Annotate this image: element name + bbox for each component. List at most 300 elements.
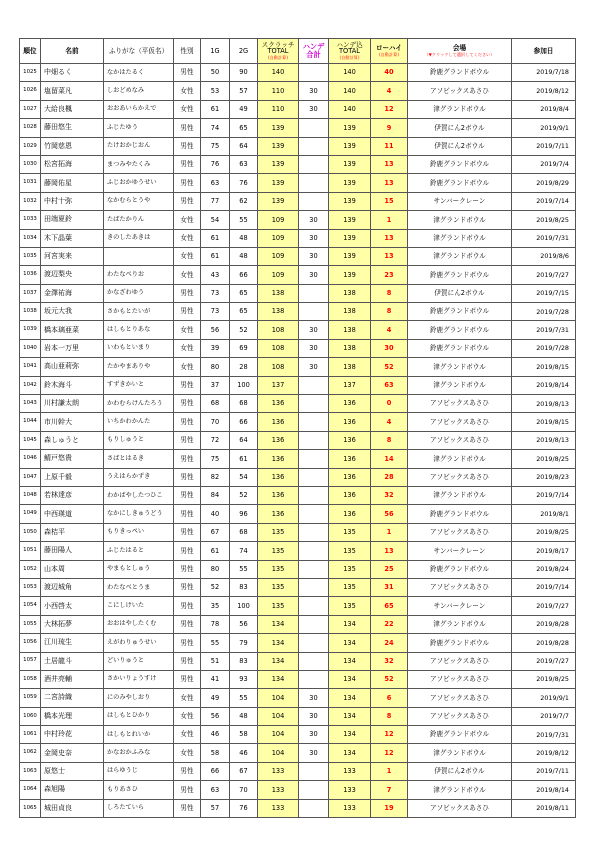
cell-date: 2019/8/23 xyxy=(512,468,576,486)
cell-kana: こにしけいた xyxy=(104,597,174,615)
cell-kana: ふじたはると xyxy=(104,542,174,560)
cell-kana: たかやまありや xyxy=(104,358,174,376)
table-row xyxy=(20,82,576,100)
cell-lowhigh: 63 xyxy=(371,376,408,394)
cell-name: 中畑るく xyxy=(41,64,104,82)
cell-total: 136 xyxy=(329,468,371,486)
cell-scratch: 104 xyxy=(258,707,299,725)
cell-name: 金澤祐海 xyxy=(41,284,104,302)
col-g2: 2G xyxy=(230,39,258,64)
ranking-table xyxy=(19,38,576,818)
cell-venue: 津グランドボウル xyxy=(408,615,512,633)
cell-handicap xyxy=(299,137,329,155)
cell-total: 140 xyxy=(329,100,371,118)
cell-total: 135 xyxy=(329,542,371,560)
table-row xyxy=(20,505,576,523)
col-rank: 順位 xyxy=(20,39,41,64)
cell-g1: 46 xyxy=(201,726,230,744)
cell-gender: 男性 xyxy=(174,762,201,780)
cell-handicap xyxy=(299,781,329,799)
cell-name: 山本周 xyxy=(41,560,104,578)
cell-g1: 37 xyxy=(201,376,230,394)
cell-scratch: 133 xyxy=(258,762,299,780)
cell-handicap: 30 xyxy=(299,229,329,247)
cell-venue: アソビックスあさひ xyxy=(408,578,512,596)
cell-kana: なかむらとうや xyxy=(104,192,174,210)
cell-lowhigh: 65 xyxy=(371,597,408,615)
cell-handicap: 30 xyxy=(299,726,329,744)
table-row xyxy=(20,395,576,413)
cell-lowhigh: 1 xyxy=(371,211,408,229)
cell-rank: 1045 xyxy=(20,431,41,449)
cell-gender: 男性 xyxy=(174,174,201,192)
cell-date: 2019/8/28 xyxy=(512,615,576,633)
cell-lowhigh: 0 xyxy=(371,395,408,413)
cell-kana: かなざわゆう xyxy=(104,284,174,302)
cell-rank: 1061 xyxy=(20,726,41,744)
table-row xyxy=(20,64,576,82)
cell-lowhigh: 25 xyxy=(371,560,408,578)
cell-rank: 1031 xyxy=(20,174,41,192)
cell-handicap xyxy=(299,560,329,578)
cell-g2: 90 xyxy=(230,64,258,82)
cell-g2: 63 xyxy=(230,155,258,173)
cell-scratch: 136 xyxy=(258,468,299,486)
col-scratch xyxy=(258,39,299,64)
cell-scratch: 136 xyxy=(258,431,299,449)
cell-kana: もりきっぺい xyxy=(104,523,174,541)
cell-g1: 74 xyxy=(201,119,230,137)
cell-scratch: 109 xyxy=(258,247,299,265)
cell-scratch: 140 xyxy=(258,64,299,82)
cell-lowhigh: 52 xyxy=(371,670,408,688)
cell-lowhigh: 4 xyxy=(371,82,408,100)
cell-g1: 78 xyxy=(201,615,230,633)
cell-date: 2019/8/29 xyxy=(512,174,576,192)
cell-kana: わかばやしたつひこ xyxy=(104,486,174,504)
table-row xyxy=(20,726,576,744)
cell-gender: 女性 xyxy=(174,689,201,707)
cell-lowhigh: 28 xyxy=(371,468,408,486)
cell-venue: 鈴鹿グランドボウル xyxy=(408,634,512,652)
cell-rank: 1044 xyxy=(20,413,41,431)
cell-g2: 68 xyxy=(230,395,258,413)
cell-name: 酒井亮輔 xyxy=(41,670,104,688)
cell-date: 2019/8/15 xyxy=(512,413,576,431)
cell-handicap xyxy=(299,450,329,468)
cell-handicap xyxy=(299,468,329,486)
cell-total: 138 xyxy=(329,303,371,321)
cell-g2: 48 xyxy=(230,229,258,247)
cell-g1: 76 xyxy=(201,155,230,173)
cell-kana: どいりゅうと xyxy=(104,652,174,670)
cell-venue: アソビックスあさひ xyxy=(408,689,512,707)
cell-total: 135 xyxy=(329,578,371,596)
cell-lowhigh: 4 xyxy=(371,321,408,339)
cell-scratch: 104 xyxy=(258,689,299,707)
cell-gender: 女性 xyxy=(174,100,201,118)
cell-total: 136 xyxy=(329,395,371,413)
cell-date: 2019/7/31 xyxy=(512,321,576,339)
cell-date: 2019/7/27 xyxy=(512,266,576,284)
table-row xyxy=(20,284,576,302)
cell-total: 138 xyxy=(329,339,371,357)
cell-handicap: 30 xyxy=(299,744,329,762)
cell-date: 2019/8/14 xyxy=(512,781,576,799)
table-row xyxy=(20,781,576,799)
cell-total: 140 xyxy=(329,64,371,82)
cell-gender: 女性 xyxy=(174,358,201,376)
cell-rank: 1053 xyxy=(20,578,41,596)
cell-g2: 48 xyxy=(230,707,258,725)
cell-date: 2019/7/4 xyxy=(512,155,576,173)
cell-name: 江川琉生 xyxy=(41,634,104,652)
cell-total: 138 xyxy=(329,284,371,302)
cell-scratch: 110 xyxy=(258,82,299,100)
table-row xyxy=(20,321,576,339)
cell-handicap xyxy=(299,634,329,652)
cell-lowhigh: 13 xyxy=(371,155,408,173)
cell-venue: 津グランドボウル xyxy=(408,781,512,799)
cell-gender: 男性 xyxy=(174,634,201,652)
cell-total: 139 xyxy=(329,155,371,173)
cell-g1: 77 xyxy=(201,192,230,210)
cell-date: 2019/8/25 xyxy=(512,523,576,541)
cell-gender: 男性 xyxy=(174,486,201,504)
cell-total: 138 xyxy=(329,358,371,376)
cell-lowhigh: 12 xyxy=(371,726,408,744)
cell-name: 大林拓夢 xyxy=(41,615,104,633)
cell-lowhigh: 40 xyxy=(371,64,408,82)
cell-date: 2019/8/12 xyxy=(512,744,576,762)
cell-g2: 65 xyxy=(230,119,258,137)
cell-total: 137 xyxy=(329,376,371,394)
cell-lowhigh: 8 xyxy=(371,707,408,725)
cell-kana: はしもとりあな xyxy=(104,321,174,339)
col-lowhigh xyxy=(371,39,408,64)
cell-g1: 55 xyxy=(201,634,230,652)
cell-rank: 1038 xyxy=(20,303,41,321)
cell-gender: 男性 xyxy=(174,578,201,596)
cell-venue: 鈴鹿グランドボウル xyxy=(408,726,512,744)
cell-rank: 1050 xyxy=(20,523,41,541)
cell-g1: 80 xyxy=(201,358,230,376)
cell-gender: 男性 xyxy=(174,505,201,523)
cell-date: 2019/7/14 xyxy=(512,192,576,210)
cell-handicap xyxy=(299,431,329,449)
cell-rank: 1059 xyxy=(20,689,41,707)
hdcp-total-label: TOTAL xyxy=(339,47,360,56)
cell-total: 134 xyxy=(329,615,371,633)
cell-total: 136 xyxy=(329,450,371,468)
cell-g2: 76 xyxy=(230,174,258,192)
cell-date: 2019/8/11 xyxy=(512,799,576,817)
table-row xyxy=(20,174,576,192)
cell-name: 上原千毅 xyxy=(41,468,104,486)
cell-name: 若林達彦 xyxy=(41,486,104,504)
cell-lowhigh: 7 xyxy=(371,781,408,799)
cell-g2: 54 xyxy=(230,468,258,486)
cell-venue: アソビックスあさひ xyxy=(408,523,512,541)
cell-kana: きのしたあきは xyxy=(104,229,174,247)
cell-scratch: 139 xyxy=(258,119,299,137)
cell-rank: 1055 xyxy=(20,615,41,633)
cell-gender: 女性 xyxy=(174,726,201,744)
table-row xyxy=(20,707,576,725)
cell-g1: 61 xyxy=(201,247,230,265)
cell-name: 渡辺城角 xyxy=(41,578,104,596)
cell-handicap xyxy=(299,523,329,541)
cell-kana: たけおかじおん xyxy=(104,137,174,155)
cell-rank: 1048 xyxy=(20,486,41,504)
cell-handicap: 30 xyxy=(299,266,329,284)
cell-g2: 49 xyxy=(230,100,258,118)
cell-gender: 男性 xyxy=(174,468,201,486)
cell-scratch: 136 xyxy=(258,395,299,413)
cell-gender: 男性 xyxy=(174,597,201,615)
cell-lowhigh: 30 xyxy=(371,339,408,357)
cell-venue: 鈴鹿グランドボウル xyxy=(408,155,512,173)
cell-date: 2019/8/4 xyxy=(512,100,576,118)
cell-name: 橋本璃亜菜 xyxy=(41,321,104,339)
cell-venue: アソビックスあさひ xyxy=(408,395,512,413)
cell-handicap: 30 xyxy=(299,339,329,357)
cell-g2: 66 xyxy=(230,266,258,284)
cell-kana: さかもとたいが xyxy=(104,303,174,321)
cell-g2: 66 xyxy=(230,413,258,431)
cell-g2: 68 xyxy=(230,523,258,541)
cell-rank: 1034 xyxy=(20,229,41,247)
cell-name: 城田貞良 xyxy=(41,799,104,817)
cell-g2: 64 xyxy=(230,137,258,155)
cell-g1: 51 xyxy=(201,652,230,670)
cell-g2: 93 xyxy=(230,670,258,688)
cell-name: 金岡史奈 xyxy=(41,744,104,762)
cell-g1: 72 xyxy=(201,431,230,449)
cell-lowhigh: 14 xyxy=(371,450,408,468)
cell-kana: ふじたゆう xyxy=(104,119,174,137)
cell-gender: 女性 xyxy=(174,211,201,229)
cell-scratch: 109 xyxy=(258,229,299,247)
cell-g1: 61 xyxy=(201,100,230,118)
cell-rank: 1029 xyxy=(20,137,41,155)
cell-venue: 鈴鹿グランドボウル xyxy=(408,339,512,357)
cell-rank: 1042 xyxy=(20,376,41,394)
cell-total: 138 xyxy=(329,321,371,339)
cell-kana: わたなべとうま xyxy=(104,578,174,596)
col-date: 参加日 xyxy=(512,39,576,64)
cell-g2: 52 xyxy=(230,486,258,504)
cell-g2: 56 xyxy=(230,615,258,633)
cell-venue: 鈴鹿グランドボウル xyxy=(408,303,512,321)
table-row xyxy=(20,615,576,633)
cell-date: 2019/8/12 xyxy=(512,82,576,100)
cell-venue: 鈴鹿グランドボウル xyxy=(408,266,512,284)
cell-g1: 35 xyxy=(201,597,230,615)
cell-venue: アソビックスあさひ xyxy=(408,670,512,688)
cell-lowhigh: 12 xyxy=(371,744,408,762)
table-row xyxy=(20,137,576,155)
cell-gender: 女性 xyxy=(174,82,201,100)
cell-name: 藤田陽人 xyxy=(41,542,104,560)
cell-gender: 男性 xyxy=(174,192,201,210)
cell-handicap: 30 xyxy=(299,82,329,100)
cell-rank: 1036 xyxy=(20,266,41,284)
cell-g1: 66 xyxy=(201,762,230,780)
cell-handicap xyxy=(299,486,329,504)
cell-g1: 41 xyxy=(201,670,230,688)
header-row xyxy=(20,39,576,64)
cell-lowhigh: 8 xyxy=(371,431,408,449)
cell-scratch: 109 xyxy=(258,266,299,284)
cell-name: 田端夏鈴 xyxy=(41,211,104,229)
cell-venue: 津グランドボウル xyxy=(408,376,512,394)
cell-handicap: 30 xyxy=(299,707,329,725)
cell-date: 2019/7/31 xyxy=(512,726,576,744)
cell-kana: すずきかいと xyxy=(104,376,174,394)
cell-scratch: 135 xyxy=(258,542,299,560)
cell-gender: 男性 xyxy=(174,781,201,799)
cell-date: 2019/8/13 xyxy=(512,395,576,413)
table-row xyxy=(20,339,576,357)
cell-handicap xyxy=(299,652,329,670)
cell-name: 森しゅうと xyxy=(41,431,104,449)
cell-rank: 1028 xyxy=(20,119,41,137)
cell-name: 中村玲花 xyxy=(41,726,104,744)
cell-g1: 61 xyxy=(201,542,230,560)
cell-scratch: 104 xyxy=(258,726,299,744)
cell-lowhigh: 13 xyxy=(371,174,408,192)
cell-kana: もりあさひ xyxy=(104,781,174,799)
cell-kana: はしもとれいか xyxy=(104,726,174,744)
cell-total: 135 xyxy=(329,523,371,541)
cell-date: 2019/7/7 xyxy=(512,707,576,725)
cell-scratch: 134 xyxy=(258,652,299,670)
cell-handicap: 30 xyxy=(299,689,329,707)
cell-gender: 女性 xyxy=(174,707,201,725)
cell-gender: 男性 xyxy=(174,523,201,541)
cell-g2: 55 xyxy=(230,689,258,707)
cell-lowhigh: 19 xyxy=(371,799,408,817)
cell-total: 136 xyxy=(329,505,371,523)
table-row xyxy=(20,100,576,118)
cell-gender: 男性 xyxy=(174,450,201,468)
cell-date: 2019/9/1 xyxy=(512,689,576,707)
table-row xyxy=(20,358,576,376)
cell-gender: 男性 xyxy=(174,376,201,394)
cell-g1: 40 xyxy=(201,505,230,523)
cell-total: 133 xyxy=(329,762,371,780)
cell-handicap xyxy=(299,799,329,817)
cell-rank: 1032 xyxy=(20,192,41,210)
cell-g2: 28 xyxy=(230,358,258,376)
cell-handicap xyxy=(299,119,329,137)
col-hdcp-total xyxy=(329,39,371,64)
cell-scratch: 133 xyxy=(258,799,299,817)
cell-rank: 1052 xyxy=(20,560,41,578)
cell-gender: 男性 xyxy=(174,303,201,321)
cell-g1: 70 xyxy=(201,413,230,431)
cell-total: 134 xyxy=(329,744,371,762)
cell-gender: 男性 xyxy=(174,395,201,413)
cell-g2: 79 xyxy=(230,634,258,652)
cell-name: 塩留菜凡 xyxy=(41,82,104,100)
cell-name: 原悠士 xyxy=(41,762,104,780)
cell-total: 133 xyxy=(329,781,371,799)
cell-rank: 1046 xyxy=(20,450,41,468)
cell-total: 135 xyxy=(329,560,371,578)
cell-total: 139 xyxy=(329,229,371,247)
cell-g2: 55 xyxy=(230,560,258,578)
cell-date: 2019/7/14 xyxy=(512,578,576,596)
cell-handicap xyxy=(299,155,329,173)
cell-name: 市川幹大 xyxy=(41,413,104,431)
cell-kana: さばとはるき xyxy=(104,450,174,468)
cell-date: 2019/8/24 xyxy=(512,560,576,578)
table-row xyxy=(20,266,576,284)
cell-name: 二宮詩織 xyxy=(41,689,104,707)
cell-venue: アソビックスあさひ xyxy=(408,431,512,449)
cell-scratch: 134 xyxy=(258,615,299,633)
table-row xyxy=(20,523,576,541)
cell-scratch: 136 xyxy=(258,413,299,431)
cell-rank: 1027 xyxy=(20,100,41,118)
cell-handicap xyxy=(299,64,329,82)
cell-gender: 男性 xyxy=(174,542,201,560)
cell-date: 2019/8/14 xyxy=(512,376,576,394)
col-kana: ふりがな（平仮名） xyxy=(104,39,174,64)
cell-gender: 女性 xyxy=(174,321,201,339)
cell-handicap xyxy=(299,192,329,210)
cell-total: 135 xyxy=(329,597,371,615)
cell-date: 2019/8/25 xyxy=(512,450,576,468)
cell-lowhigh: 52 xyxy=(371,358,408,376)
cell-lowhigh: 8 xyxy=(371,284,408,302)
cell-rank: 1058 xyxy=(20,670,41,688)
cell-venue: 鈴鹿グランドボウル xyxy=(408,321,512,339)
cell-rank: 1030 xyxy=(20,155,41,173)
cell-handicap: 30 xyxy=(299,247,329,265)
table-row xyxy=(20,597,576,615)
cell-date: 2019/8/1 xyxy=(512,505,576,523)
cell-rank: 1064 xyxy=(20,781,41,799)
cell-gender: 男性 xyxy=(174,64,201,82)
cell-total: 139 xyxy=(329,119,371,137)
cell-gender: 女性 xyxy=(174,744,201,762)
cell-name: 森桔平 xyxy=(41,523,104,541)
table-row xyxy=(20,762,576,780)
cell-rank: 1054 xyxy=(20,597,41,615)
cell-handicap xyxy=(299,542,329,560)
table-row xyxy=(20,652,576,670)
cell-date: 2019/7/28 xyxy=(512,303,576,321)
cell-total: 134 xyxy=(329,652,371,670)
cell-g1: 73 xyxy=(201,303,230,321)
cell-g1: 56 xyxy=(201,707,230,725)
cell-lowhigh: 1 xyxy=(371,523,408,541)
cell-lowhigh: 22 xyxy=(371,615,408,633)
cell-g2: 100 xyxy=(230,376,258,394)
cell-g1: 57 xyxy=(201,799,230,817)
cell-kana: まつみやたくみ xyxy=(104,155,174,173)
cell-name: 木下晶葉 xyxy=(41,229,104,247)
cell-name: 中村十弥 xyxy=(41,192,104,210)
cell-venue: アソビックスあさひ xyxy=(408,799,512,817)
scratch-total-label: TOTAL xyxy=(267,47,289,56)
col-name: 名前 xyxy=(41,39,104,64)
cell-venue: 鈴鹿グランドボウル xyxy=(408,174,512,192)
cell-venue: 津グランドボウル xyxy=(408,211,512,229)
